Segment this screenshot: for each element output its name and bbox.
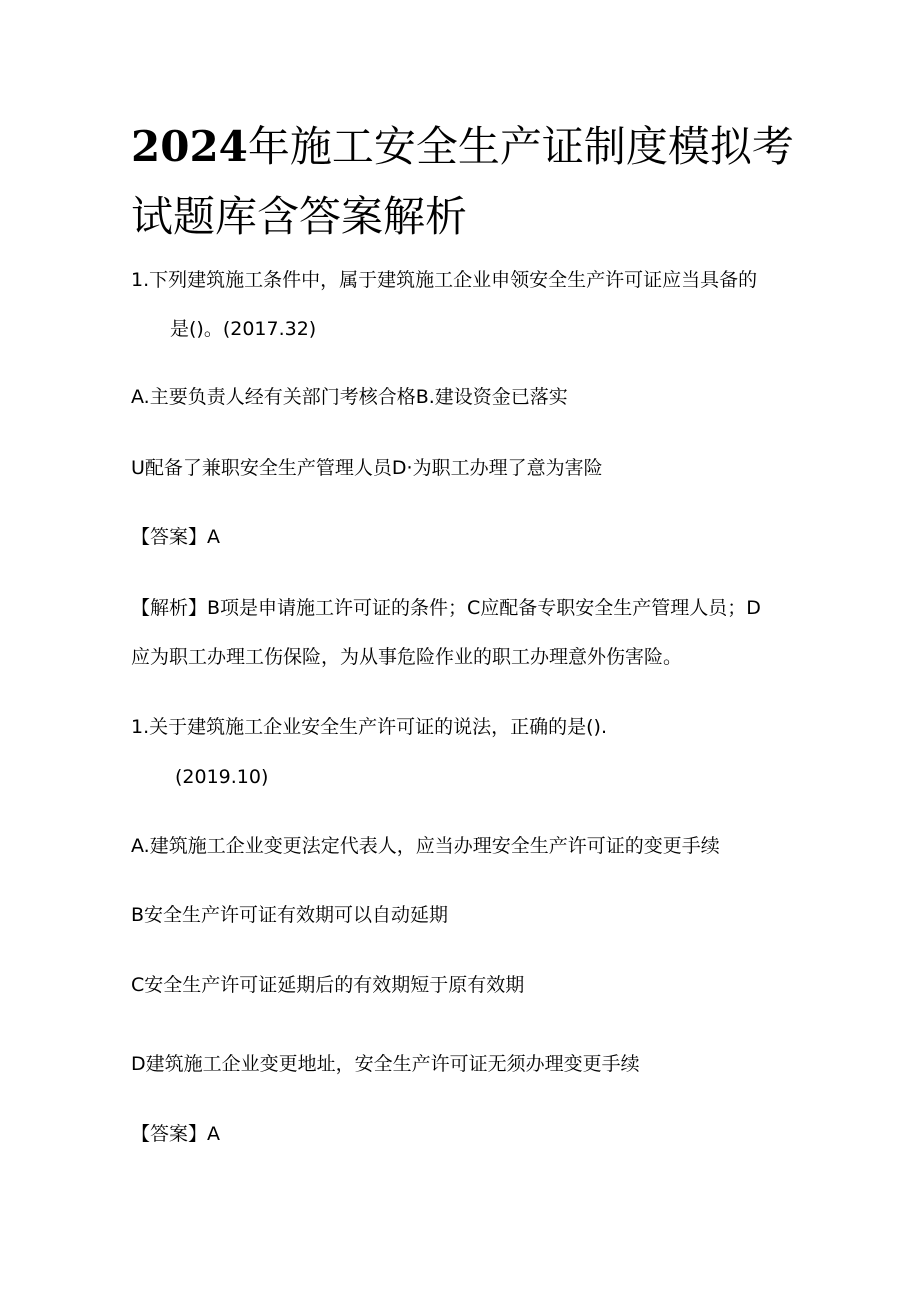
q1-answer: 【答案】A [131,526,220,548]
q1-stem-line-2: 是()。(2017.32) [170,318,317,340]
q1-analysis-line-1: 【解析】B项是申请施工许可证的条件；C应配备专职安全生产管理人员；D [131,597,761,619]
title-line-2: 试题库含答案解析 [131,192,468,241]
q2-option-a: A.建筑施工企业变更法定代表人，应当办理安全生产许可证的变更手续 [131,835,720,857]
q1-analysis-line-2: 应为职工办理工伤保险，为从事危险作业的职工办理意外伤害险。 [131,646,683,668]
q2-stem-line-1: 1.关于建筑施工企业安全生产许可证的说法，正确的是(). [131,716,607,738]
title-year: 2024 [131,122,248,171]
q1-option-ab: A.主要负责人经有关部门考核合格B.建设资金已落实 [131,386,568,408]
q2-stem-line-2: (2019.10) [175,766,269,788]
q1-option-cd: U配备了兼职安全生产管理人员D·为职工办理了意为害险 [131,457,603,479]
q1-stem-line-1: 1.下列建筑施工条件中，属于建筑施工企业申领安全生产许可证应当具备的 [131,269,758,291]
q2-option-c: C安全生产许可证延期后的有效期短于原有效期 [131,974,525,996]
q2-option-d: D建筑施工企业变更地址，安全生产许可证无须办理变更手续 [131,1053,640,1075]
document-title [131,112,811,252]
title-line-1: 年施工安全生产证制度模拟考 [247,122,794,171]
q2-answer: 【答案】A [131,1123,220,1145]
q2-option-b: B安全生产许可证有效期可以自动延期 [131,904,449,926]
